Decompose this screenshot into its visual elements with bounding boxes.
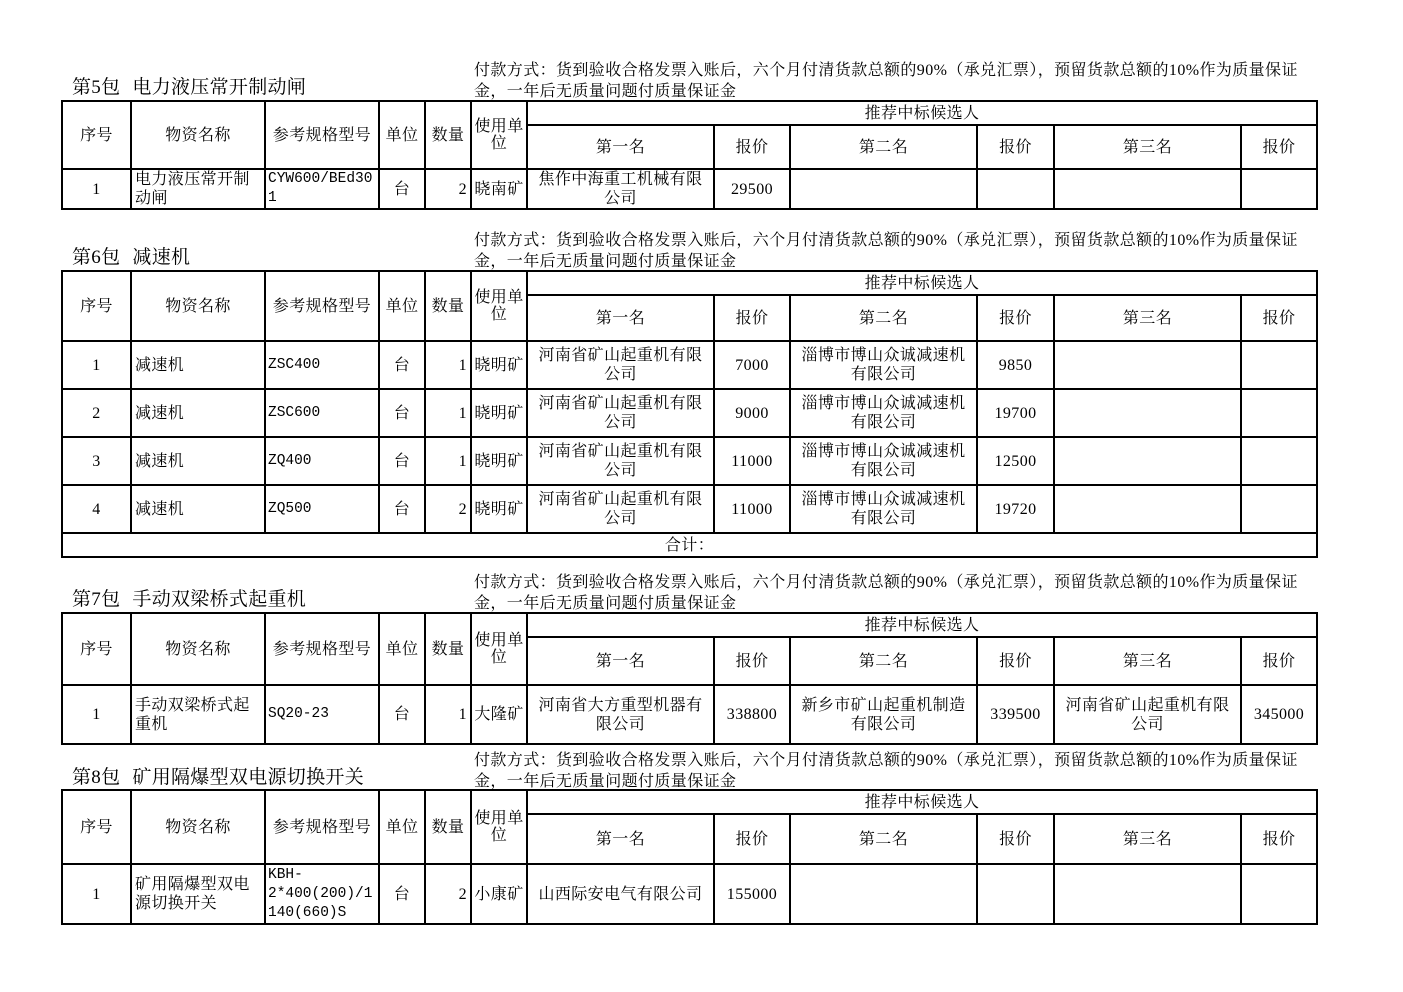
cell-material: 减速机 bbox=[131, 389, 265, 437]
cell-spec: SQ20-23 bbox=[265, 685, 379, 744]
package-number: 第6包 bbox=[72, 247, 121, 268]
cell-first-price: 29500 bbox=[714, 169, 790, 209]
header-third: 第三名 bbox=[1054, 295, 1241, 341]
header-row bbox=[62, 271, 1317, 295]
header-second-price: 报价 bbox=[977, 125, 1054, 169]
header-second: 第二名 bbox=[790, 814, 977, 864]
header-row bbox=[62, 613, 1317, 637]
cell-seq: 1 bbox=[62, 169, 131, 209]
header-second-price: 报价 bbox=[977, 295, 1054, 341]
header-third: 第三名 bbox=[1054, 637, 1241, 685]
package-number: 第7包 bbox=[72, 589, 121, 610]
cell-user-unit: 小康矿 bbox=[471, 864, 527, 924]
header-qty: 数量 bbox=[425, 613, 471, 685]
cell-third bbox=[1054, 485, 1241, 533]
table-row bbox=[62, 485, 1317, 533]
cell-qty: 2 bbox=[425, 169, 471, 209]
cell-seq: 2 bbox=[62, 389, 131, 437]
cell-material: 电力液压常开制动闸 bbox=[131, 169, 265, 209]
cell-third bbox=[1054, 864, 1241, 924]
cell-first-price: 11000 bbox=[714, 485, 790, 533]
header-spec: 参考规格型号 bbox=[265, 271, 379, 341]
cell-first: 河南省矿山起重机有限公司 bbox=[527, 485, 714, 533]
cell-first: 河南省矿山起重机有限公司 bbox=[527, 389, 714, 437]
cell-material: 手动双梁桥式起重机 bbox=[131, 685, 265, 744]
cell-first-price: 338800 bbox=[714, 685, 790, 744]
header-seq: 序号 bbox=[62, 613, 131, 685]
package-number: 第5包 bbox=[72, 77, 121, 98]
table-row bbox=[62, 341, 1317, 389]
header-first-price: 报价 bbox=[714, 125, 790, 169]
cell-third bbox=[1054, 341, 1241, 389]
header-first: 第一名 bbox=[527, 125, 714, 169]
payment-terms: 付款方式：货到验收合格发票入账后，六个月付清货款总额的90%（承兑汇票），预留货款总额的10%作为质量保证金，一年后无质量问题付质量保证金 bbox=[474, 574, 1298, 612]
cell-first-price: 9000 bbox=[714, 389, 790, 437]
header-seq: 序号 bbox=[62, 101, 131, 169]
cell-qty: 1 bbox=[425, 389, 471, 437]
header-first-price: 报价 bbox=[714, 295, 790, 341]
header-row bbox=[62, 101, 1317, 125]
header-first: 第一名 bbox=[527, 814, 714, 864]
cell-seq: 1 bbox=[62, 864, 131, 924]
cell-third-price bbox=[1241, 389, 1317, 437]
header-spec: 参考规格型号 bbox=[265, 613, 379, 685]
cell-first-price: 155000 bbox=[714, 864, 790, 924]
header-unit: 单位 bbox=[379, 101, 425, 169]
cell-first: 河南省矿山起重机有限公司 bbox=[527, 341, 714, 389]
package-name: 矿用隔爆型双电源切换开关 bbox=[132, 767, 365, 788]
cell-user-unit: 晓南矿 bbox=[471, 169, 527, 209]
cell-unit: 台 bbox=[379, 485, 425, 533]
header-qty: 数量 bbox=[425, 101, 471, 169]
header-unit: 单位 bbox=[379, 790, 425, 864]
total-row bbox=[62, 533, 1317, 557]
cell-third: 河南省矿山起重机有限公司 bbox=[1054, 685, 1241, 744]
cell-unit: 台 bbox=[379, 864, 425, 924]
cell-spec: ZQ500 bbox=[265, 485, 379, 533]
cell-third-price bbox=[1241, 341, 1317, 389]
cell-unit: 台 bbox=[379, 389, 425, 437]
cell-third bbox=[1054, 437, 1241, 485]
cell-user-unit: 大隆矿 bbox=[471, 685, 527, 744]
header-candidates: 推荐中标候选人 bbox=[527, 101, 1317, 125]
cell-second: 新乡市矿山起重机制造有限公司 bbox=[790, 685, 977, 744]
package-name: 减速机 bbox=[132, 247, 191, 268]
header-qty: 数量 bbox=[425, 271, 471, 341]
package-title bbox=[72, 589, 306, 611]
cell-third-price bbox=[1241, 864, 1317, 924]
cell-spec: ZSC600 bbox=[265, 389, 379, 437]
cell-material: 矿用隔爆型双电源切换开关 bbox=[131, 864, 265, 924]
cell-material: 减速机 bbox=[131, 485, 265, 533]
header-candidates: 推荐中标候选人 bbox=[527, 790, 1317, 814]
cell-spec: KBH-2*400(200)/1140(660)S bbox=[265, 864, 379, 924]
cell-unit: 台 bbox=[379, 685, 425, 744]
header-third-price: 报价 bbox=[1241, 814, 1317, 864]
header-first: 第一名 bbox=[527, 637, 714, 685]
cell-second bbox=[790, 864, 977, 924]
header-second: 第二名 bbox=[790, 637, 977, 685]
header-seq: 序号 bbox=[62, 790, 131, 864]
bid-table bbox=[61, 100, 1318, 210]
header-material: 物资名称 bbox=[131, 101, 265, 169]
cell-second-price: 12500 bbox=[977, 437, 1054, 485]
header-first-price: 报价 bbox=[714, 637, 790, 685]
cell-third bbox=[1054, 169, 1241, 209]
header-unit: 单位 bbox=[379, 613, 425, 685]
header-second-price: 报价 bbox=[977, 637, 1054, 685]
cell-unit: 台 bbox=[379, 437, 425, 485]
cell-user-unit: 晓明矿 bbox=[471, 389, 527, 437]
header-second: 第二名 bbox=[790, 295, 977, 341]
header-first: 第一名 bbox=[527, 295, 714, 341]
cell-third-price bbox=[1241, 485, 1317, 533]
bid-table bbox=[61, 789, 1318, 925]
cell-second: 淄博市博山众诚减速机有限公司 bbox=[790, 389, 977, 437]
cell-second-price: 19720 bbox=[977, 485, 1054, 533]
cell-material: 减速机 bbox=[131, 341, 265, 389]
cell-first: 焦作中海重工机械有限公司 bbox=[527, 169, 714, 209]
total-label: 合计： bbox=[62, 533, 1317, 557]
header-unit: 单位 bbox=[379, 271, 425, 341]
package-title bbox=[72, 767, 364, 789]
cell-third bbox=[1054, 389, 1241, 437]
cell-first-price: 11000 bbox=[714, 437, 790, 485]
cell-qty: 1 bbox=[425, 685, 471, 744]
cell-qty: 2 bbox=[425, 864, 471, 924]
header-candidates: 推荐中标候选人 bbox=[527, 271, 1317, 295]
header-qty: 数量 bbox=[425, 790, 471, 864]
cell-first-price: 7000 bbox=[714, 341, 790, 389]
cell-seq: 4 bbox=[62, 485, 131, 533]
header-candidates: 推荐中标候选人 bbox=[527, 613, 1317, 637]
package-number: 第8包 bbox=[72, 767, 121, 788]
cell-first: 河南省矿山起重机有限公司 bbox=[527, 437, 714, 485]
cell-first: 河南省大方重型机器有限公司 bbox=[527, 685, 714, 744]
header-row bbox=[62, 790, 1317, 814]
header-third: 第三名 bbox=[1054, 814, 1241, 864]
header-seq: 序号 bbox=[62, 271, 131, 341]
cell-third-price: 345000 bbox=[1241, 685, 1317, 744]
cell-second: 淄博市博山众诚减速机有限公司 bbox=[790, 341, 977, 389]
cell-seq: 1 bbox=[62, 341, 131, 389]
cell-unit: 台 bbox=[379, 169, 425, 209]
cell-second bbox=[790, 169, 977, 209]
header-user-unit: 使用单位 bbox=[471, 613, 527, 685]
cell-seq: 1 bbox=[62, 685, 131, 744]
cell-second: 淄博市博山众诚减速机有限公司 bbox=[790, 437, 977, 485]
bid-table bbox=[61, 612, 1318, 745]
table-row bbox=[62, 389, 1317, 437]
cell-spec: ZQ400 bbox=[265, 437, 379, 485]
package-name: 电力液压常开制动闸 bbox=[132, 77, 307, 98]
table-row bbox=[62, 864, 1317, 924]
header-third-price: 报价 bbox=[1241, 637, 1317, 685]
package-name: 手动双梁桥式起重机 bbox=[132, 589, 307, 610]
cell-qty: 1 bbox=[425, 437, 471, 485]
header-third-price: 报价 bbox=[1241, 295, 1317, 341]
cell-qty: 1 bbox=[425, 341, 471, 389]
package-title bbox=[72, 247, 190, 269]
table-row bbox=[62, 437, 1317, 485]
cell-user-unit: 晓明矿 bbox=[471, 485, 527, 533]
header-user-unit: 使用单位 bbox=[471, 790, 527, 864]
cell-first: 山西际安电气有限公司 bbox=[527, 864, 714, 924]
cell-second: 淄博市博山众诚减速机有限公司 bbox=[790, 485, 977, 533]
cell-user-unit: 晓明矿 bbox=[471, 437, 527, 485]
header-third: 第三名 bbox=[1054, 125, 1241, 169]
header-spec: 参考规格型号 bbox=[265, 101, 379, 169]
header-second: 第二名 bbox=[790, 125, 977, 169]
header-material: 物资名称 bbox=[131, 271, 265, 341]
cell-third-price bbox=[1241, 437, 1317, 485]
package-title bbox=[72, 77, 306, 99]
header-first-price: 报价 bbox=[714, 814, 790, 864]
cell-qty: 2 bbox=[425, 485, 471, 533]
cell-second-price: 339500 bbox=[977, 685, 1054, 744]
cell-second-price bbox=[977, 169, 1054, 209]
cell-spec: CYW600/BEd301 bbox=[265, 169, 379, 209]
payment-terms: 付款方式：货到验收合格发票入账后，六个月付清货款总额的90%（承兑汇票），预留货款总额的10%作为质量保证金，一年后无质量问题付质量保证金 bbox=[474, 752, 1298, 790]
cell-second-price bbox=[977, 864, 1054, 924]
table-row bbox=[62, 685, 1317, 744]
header-third-price: 报价 bbox=[1241, 125, 1317, 169]
cell-seq: 3 bbox=[62, 437, 131, 485]
cell-user-unit: 晓明矿 bbox=[471, 341, 527, 389]
payment-terms: 付款方式：货到验收合格发票入账后，六个月付清货款总额的90%（承兑汇票），预留货款总额的10%作为质量保证金，一年后无质量问题付质量保证金 bbox=[474, 62, 1298, 100]
cell-unit: 台 bbox=[379, 341, 425, 389]
header-second-price: 报价 bbox=[977, 814, 1054, 864]
cell-second-price: 19700 bbox=[977, 389, 1054, 437]
header-material: 物资名称 bbox=[131, 790, 265, 864]
header-material: 物资名称 bbox=[131, 613, 265, 685]
bid-table bbox=[61, 270, 1318, 558]
cell-third-price bbox=[1241, 169, 1317, 209]
cell-material: 减速机 bbox=[131, 437, 265, 485]
header-user-unit: 使用单位 bbox=[471, 101, 527, 169]
header-user-unit: 使用单位 bbox=[471, 271, 527, 341]
payment-terms: 付款方式：货到验收合格发票入账后，六个月付清货款总额的90%（承兑汇票），预留货款总额的10%作为质量保证金，一年后无质量问题付质量保证金 bbox=[474, 232, 1298, 270]
cell-spec: ZSC400 bbox=[265, 341, 379, 389]
cell-second-price: 9850 bbox=[977, 341, 1054, 389]
table-row bbox=[62, 169, 1317, 209]
header-spec: 参考规格型号 bbox=[265, 790, 379, 864]
